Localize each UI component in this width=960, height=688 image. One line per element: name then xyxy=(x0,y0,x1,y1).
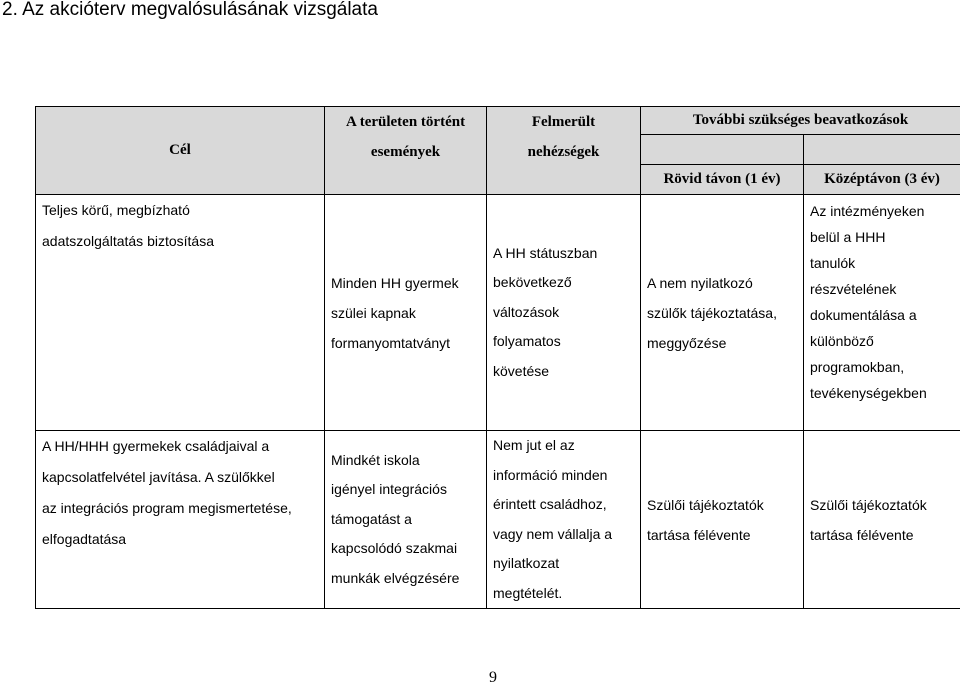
table-row xyxy=(36,195,960,431)
short-term-cell: Szülői tájékoztatók tartása félévente xyxy=(641,431,804,609)
header-events xyxy=(325,107,487,195)
medium-term-cell: Szülői tájékoztatók tartása félévente xyxy=(804,431,960,609)
events-cell: Minden HH gyermek szülei kapnak formanyomtatványt xyxy=(325,195,487,431)
header-spacer-short xyxy=(641,135,804,165)
action-plan-table xyxy=(35,106,960,609)
goal-cell: Teljes körű, megbízható adatszolgáltatás biztosítása xyxy=(36,195,325,431)
short-term-cell: A nem nyilatkozó szülők tájékoztatása, meggyőzése xyxy=(641,195,804,431)
header-spacer-medium xyxy=(804,135,960,165)
difficulties-cell: Nem jut el az információ minden érintett családhoz, vagy nem vállalja a nyilatkozat megtételét. xyxy=(487,431,641,609)
header-difficulties-line2: nehézségek xyxy=(527,144,600,160)
header-medium-term: Középtávon (3 év) xyxy=(804,165,960,195)
goal-cell: A HH/HHH gyermekek családjaival a kapcsolatfelvétel javítása. A szülőkkel az integrációs program megismertetése, elfogadtatása xyxy=(36,431,325,609)
document-title: 2. Az akcióterv megvalósulásának vizsgálata xyxy=(2,0,378,20)
header-events-line1: A területen történt xyxy=(345,114,466,130)
difficulties-cell: A HH státuszban bekövetkező változások folyamatos követése xyxy=(487,195,641,431)
events-cell: Mindkét iskola igényel integrációs támogatást a kapcsolódó szakmai munkák elvégzésére xyxy=(325,431,487,609)
header-difficulties-line1: Felmerült xyxy=(531,114,596,130)
page-number: 9 xyxy=(489,669,497,686)
header-further-interventions: További szükséges beavatkozások xyxy=(641,107,960,135)
header-short-term: Rövid távon (1 év) xyxy=(641,165,804,195)
header-goal: Cél xyxy=(36,107,325,195)
header-difficulties xyxy=(487,107,641,195)
medium-term-cell: Az intézményeken belül a HHH tanulók részvételének dokumentálása a különböző programokban, tevékenységekben xyxy=(804,195,960,431)
table-row xyxy=(36,431,960,609)
header-events-line2: események xyxy=(370,144,441,160)
